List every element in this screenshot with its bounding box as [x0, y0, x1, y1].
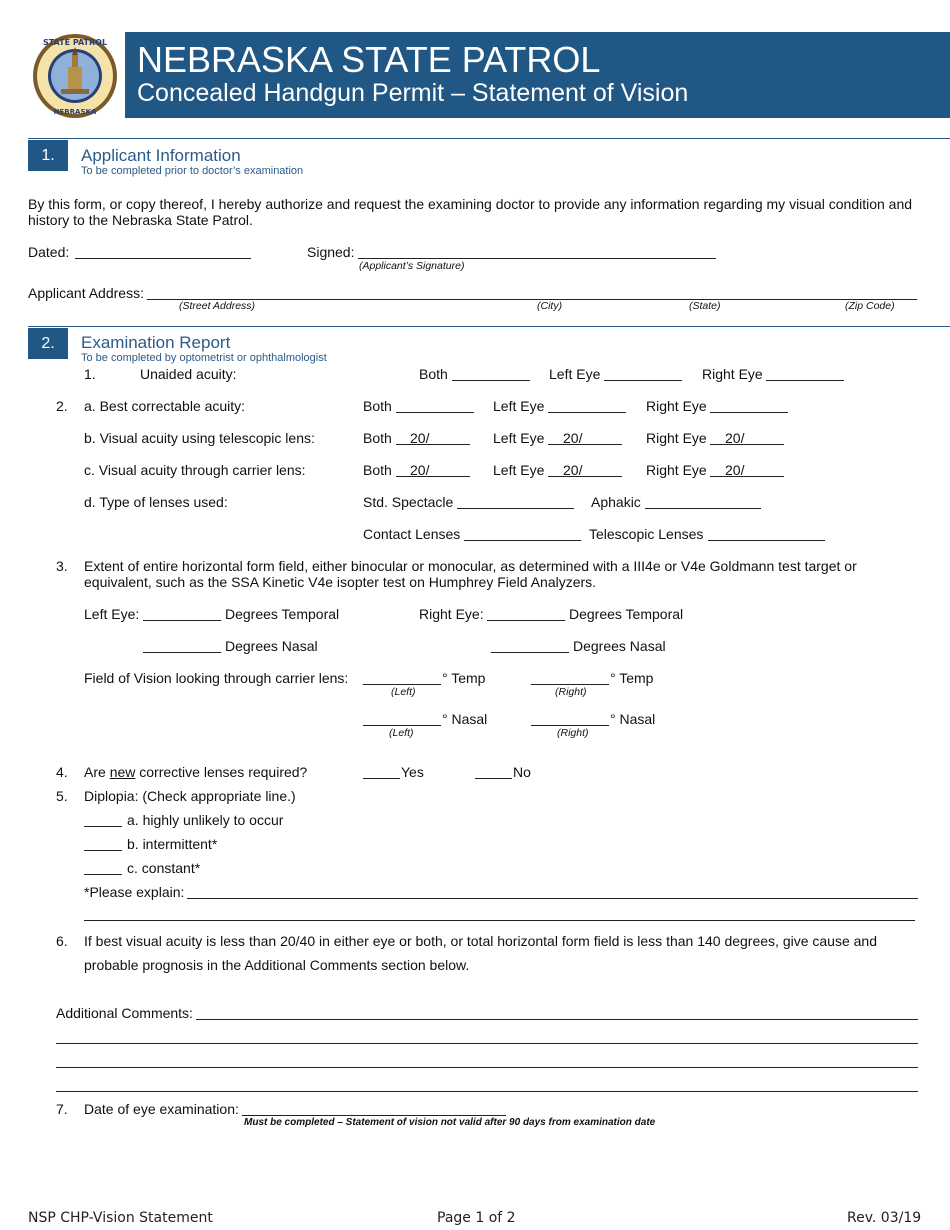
carrier-right-temp-caption: (Right) — [555, 686, 587, 698]
unaided-left-label: Left Eye — [549, 366, 601, 382]
telescopic-right-field[interactable] — [710, 444, 784, 445]
diplopia-c-label: c. constant* — [127, 860, 201, 876]
left-nasal-label: Degrees Nasal — [225, 638, 318, 654]
signed-label: Signed: — [307, 244, 355, 260]
best-left-field[interactable] — [548, 412, 626, 413]
right-eye-label: Right Eye: — [419, 606, 484, 622]
diplopia-c-field[interactable] — [84, 874, 122, 875]
carrier-left-nasal-caption: (Left) — [389, 727, 414, 739]
carrier-left-field[interactable] — [548, 476, 622, 477]
new-lenses-post: corrective lenses required? — [135, 764, 308, 780]
diplopia-a-label: a. highly unlikely to occur — [127, 812, 284, 828]
prognosis-text-line1: If best visual acuity is less than 20/40 in either eye or both, or total horizontal form field is less than 140 degrees, give cause and — [84, 933, 878, 949]
left-eye-label: Left Eye: — [84, 606, 140, 622]
telescopic-both-field[interactable] — [396, 444, 470, 445]
footer-form-id: NSP CHP-Vision Statement — [28, 1210, 213, 1226]
carrier-left-label: Left Eye — [493, 462, 545, 478]
item3-number: 3. — [56, 558, 68, 574]
item6-number: 6. — [56, 933, 68, 949]
form-field-text-line2: equivalent, such as the SSA Kinetic V4e isopter test on Humphrey Field Analyzers. — [84, 574, 597, 590]
carrier-both-field[interactable] — [396, 476, 470, 477]
contact-lenses-label: Contact Lenses — [363, 526, 461, 542]
aphakic-field[interactable] — [645, 508, 761, 509]
carrier-right-temp-label: ° Temp — [610, 670, 654, 686]
zip-caption: (Zip Code) — [845, 300, 895, 312]
section2-number: 2. — [28, 328, 68, 359]
form-title: Concealed Handgun Permit – Statement of Vision — [137, 79, 689, 107]
unaided-right-field[interactable] — [766, 380, 844, 381]
telescopic-left-label: Left Eye — [493, 430, 545, 446]
authorization-text-line1: By this form, or copy thereof, I hereby authorize and request the examining doctor to provide any information regarding my visual condition and — [28, 196, 913, 212]
carrier-both-prefix: 20/ — [410, 462, 430, 478]
left-nasal-field[interactable] — [143, 652, 221, 653]
form-field-text-line1: Extent of entire horizontal form field, either binocular or monocular, as determined with a III4e or V4e Goldmann test target or — [84, 558, 857, 574]
agency-name: NEBRASKA STATE PATROL — [137, 39, 601, 80]
diplopia-label: Diplopia: (Check appropriate line.) — [84, 788, 296, 804]
aphakic-label: Aphakic — [591, 494, 641, 510]
city-caption: (City) — [537, 300, 563, 312]
telescopic-both-prefix: 20/ — [410, 430, 430, 446]
item2-number: 2. — [56, 398, 68, 414]
authorization-text-line2: history to the Nebraska State Patrol. — [28, 212, 253, 228]
telescopic-right-prefix: 20/ — [725, 430, 745, 446]
section2-rule — [28, 326, 950, 327]
carrier-right-temp-field[interactable] — [531, 684, 609, 685]
telescopic-lenses-field[interactable] — [708, 540, 825, 541]
comments-label: Additional Comments: — [56, 1005, 193, 1021]
comments-field-line4[interactable] — [56, 1091, 918, 1092]
item1-number: 1. — [84, 366, 96, 382]
new-lenses-pre: Are — [84, 764, 110, 780]
header-banner — [125, 32, 950, 118]
best-both-label: Both — [363, 398, 392, 414]
unaided-right-label: Right Eye — [702, 366, 763, 382]
carrier-left-temp-label: ° Temp — [442, 670, 486, 686]
dated-label: Dated: — [28, 244, 70, 260]
new-lenses-question — [84, 764, 307, 780]
carrier-right-nasal-caption: (Right) — [557, 727, 589, 739]
best-right-label: Right Eye — [646, 398, 707, 414]
best-right-field[interactable] — [710, 412, 788, 413]
exam-date-label: Date of eye examination: — [84, 1101, 239, 1117]
right-temporal-field[interactable] — [487, 620, 565, 621]
address-field[interactable] — [147, 299, 917, 300]
std-spectacle-label: Std. Spectacle — [363, 494, 454, 510]
nebraska-state-patrol-seal — [32, 33, 118, 119]
section1-title: Applicant Information — [81, 146, 241, 165]
std-spectacle-field[interactable] — [457, 508, 574, 509]
address-label: Applicant Address: — [28, 285, 144, 301]
unaided-acuity-label: Unaided acuity: — [140, 366, 237, 382]
telescopic-left-field[interactable] — [548, 444, 622, 445]
telescopic-lenses-label: Telescopic Lenses — [589, 526, 704, 542]
left-temporal-field[interactable] — [143, 620, 221, 621]
best-both-field[interactable] — [396, 412, 474, 413]
telescopic-left-prefix: 20/ — [563, 430, 583, 446]
unaided-both-field[interactable] — [452, 380, 530, 381]
explain-field-line2[interactable] — [84, 920, 915, 921]
diplopia-b-field[interactable] — [84, 850, 122, 851]
state-caption: (State) — [689, 300, 721, 312]
right-nasal-label: Degrees Nasal — [573, 638, 666, 654]
item7-number: 7. — [56, 1101, 68, 1117]
unaided-both-label: Both — [419, 366, 448, 382]
carrier-right-prefix: 20/ — [725, 462, 745, 478]
prognosis-text-line2: probable prognosis in the Additional Comments section below. — [84, 957, 470, 973]
carrier-right-nasal-label: ° Nasal — [610, 711, 656, 727]
carrier-field-label: Field of Vision looking through carrier lens: — [84, 670, 349, 686]
carrier-acuity-label: c. Visual acuity through carrier lens: — [84, 462, 306, 478]
seal-top-text: STATE PATROL — [42, 38, 108, 47]
lens-type-label: d. Type of lenses used: — [84, 494, 228, 510]
diplopia-b-label: b. intermittent* — [127, 836, 218, 852]
exam-date-field[interactable] — [242, 1115, 506, 1116]
section1-number: 1. — [28, 140, 68, 171]
telescopic-right-label: Right Eye — [646, 430, 707, 446]
new-lenses-yes-label: Yes — [401, 764, 424, 780]
signature-field[interactable] — [358, 258, 716, 259]
telescopic-both-label: Both — [363, 430, 392, 446]
section1-rule — [28, 138, 950, 139]
seal-bottom-text: NEBRASKA — [53, 108, 97, 116]
section2-subtitle: To be completed by optometrist or ophthalmologist — [81, 352, 327, 364]
footer-page-number: Page 1 of 2 — [437, 1210, 516, 1226]
contact-lenses-field[interactable] — [464, 540, 581, 541]
new-lenses-no-label: No — [513, 764, 531, 780]
carrier-left-prefix: 20/ — [563, 462, 583, 478]
left-temporal-label: Degrees Temporal — [225, 606, 340, 622]
best-correctable-label: a. Best correctable acuity: — [84, 398, 246, 414]
item4-number: 4. — [56, 764, 68, 780]
unaided-left-field[interactable] — [604, 380, 682, 381]
new-lenses-yes-field[interactable] — [363, 778, 400, 779]
right-temporal-label: Degrees Temporal — [569, 606, 684, 622]
carrier-left-temp-caption: (Left) — [391, 686, 416, 698]
carrier-left-nasal-field[interactable] — [363, 725, 441, 726]
comments-field-line3[interactable] — [56, 1067, 918, 1068]
best-left-label: Left Eye — [493, 398, 545, 414]
section1-subtitle: To be completed prior to doctor’s examination — [81, 165, 304, 177]
footer-revision: Rev. 03/19 — [847, 1210, 922, 1226]
carrier-both-label: Both — [363, 462, 392, 478]
telescopic-acuity-label: b. Visual acuity using telescopic lens: — [84, 430, 315, 446]
item5-number: 5. — [56, 788, 68, 804]
new-lenses-no-field[interactable] — [475, 778, 512, 779]
signature-caption: (Applicant’s Signature) — [359, 260, 465, 272]
carrier-right-nasal-field[interactable] — [531, 725, 609, 726]
explain-label: *Please explain: — [84, 884, 185, 900]
carrier-left-temp-field[interactable] — [363, 684, 441, 685]
exam-date-note: Must be completed – Statement of vision not valid after 90 days from examination date — [244, 1117, 656, 1128]
right-nasal-field[interactable] — [491, 652, 569, 653]
new-lenses-new: new — [109, 764, 136, 780]
street-caption: (Street Address) — [179, 300, 256, 312]
comments-field-line2[interactable] — [56, 1043, 918, 1044]
comments-field[interactable] — [196, 1019, 918, 1020]
carrier-right-label: Right Eye — [646, 462, 707, 478]
explain-field[interactable] — [187, 898, 918, 899]
diplopia-a-field[interactable] — [84, 826, 122, 827]
carrier-left-nasal-label: ° Nasal — [442, 711, 488, 727]
dated-field[interactable] — [75, 258, 251, 259]
section2-title: Examination Report — [81, 333, 231, 352]
carrier-right-field[interactable] — [710, 476, 784, 477]
